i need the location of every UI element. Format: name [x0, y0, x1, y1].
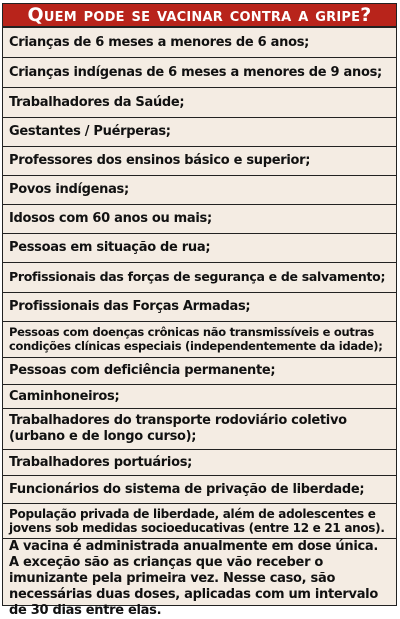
list-item: Gestantes / Puérperas; — [3, 118, 396, 147]
panel-title: Quem pode se vacinar contra a gripe? — [3, 4, 396, 28]
list-item: Professores dos ensinos básico e superior; — [3, 147, 396, 176]
list-item: População privada de liberdade, além de adolescentes e jovens sob medidas socioeducativas (entre 12 e 21 anos). — [3, 504, 396, 539]
list-item: Profissionais das Forças Armadas; — [3, 293, 396, 322]
list-item: Idosos com 60 anos ou mais; — [3, 205, 396, 234]
list-item: Trabalhadores portuários; — [3, 450, 396, 476]
list-item: Povos indígenas; — [3, 176, 396, 205]
eligible-groups-list — [3, 28, 396, 619]
list-item: Profissionais das forças de segurança e de salvamento; — [3, 263, 396, 293]
list-item: Trabalhadores da Saúde; — [3, 88, 396, 118]
vaccination-note: A vacina é administrada anualmente em dose única. A exceção são as crianças que vão receber o imunizante pela primeira vez. Nesse caso, são necessárias duas doses, aplicadas com um intervalo de 30 dias entre elas. — [9, 539, 378, 618]
list-item: Crianças indígenas de 6 meses a menores de 9 anos; — [3, 58, 396, 88]
list-item: Funcionários do sistema de privação de liberdade; — [3, 476, 396, 504]
list-item: Crianças de 6 meses a menores de 6 anos; — [3, 28, 396, 58]
list-item: Pessoas em situação de rua; — [3, 234, 396, 263]
flu-vaccine-panel — [2, 3, 397, 618]
list-item: Pessoas com doenças crônicas não transmissíveis e outras condições clínicas especiais (independentemente da idade); — [3, 322, 396, 358]
list-item: Pessoas com deficiência permanente; — [3, 358, 396, 385]
list-item: Caminhoneiros; — [3, 385, 396, 409]
list-item: Trabalhadores do transporte rodoviário coletivo (urbano e de longo curso); — [3, 409, 396, 450]
